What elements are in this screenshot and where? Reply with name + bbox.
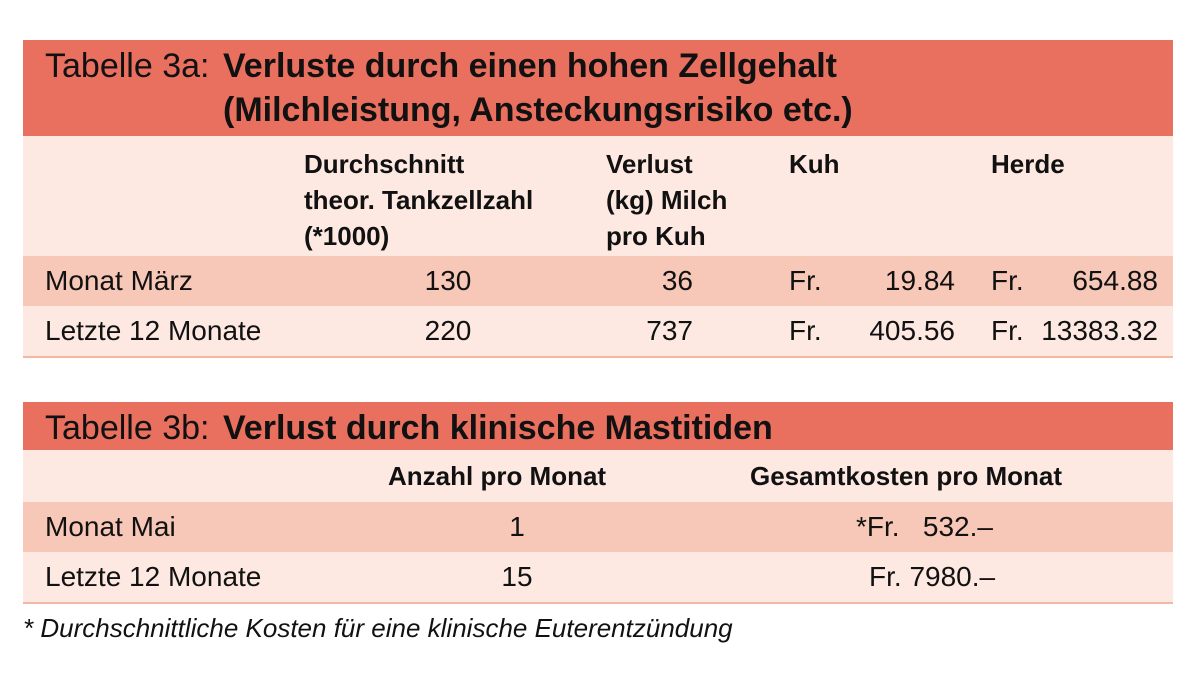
cell-herde-currency: Fr. — [991, 265, 1024, 296]
table-3b — [23, 402, 1173, 604]
row-label: Letzte 12 Monate — [45, 561, 262, 592]
table-row — [23, 306, 1173, 358]
cell-kuh: 405.56 — [869, 315, 955, 346]
header-kuh: Kuh — [789, 149, 840, 179]
header-anzahl: Anzahl pro Monat — [388, 461, 607, 491]
cell-kuh-currency: Fr. — [789, 265, 822, 296]
cell-anzahl: 15 — [501, 561, 533, 592]
table-row — [23, 256, 1173, 306]
header-tankzellzahl-line3: (*1000) — [304, 221, 390, 251]
cell-gesamtkosten: Fr. 7980.– — [869, 561, 996, 592]
cell-herde: 654.88 — [1072, 265, 1158, 296]
table-row — [23, 552, 1173, 604]
table-3a-title-line1: Verluste durch einen hohen Zellgehalt — [223, 47, 838, 85]
table-3a-title-bar — [23, 40, 1173, 136]
row-label: Monat Mai — [45, 511, 176, 542]
header-gesamtkosten: Gesamtkosten pro Monat — [750, 461, 1063, 491]
table-3b-title-prefix: Tabelle 3b: — [45, 409, 210, 447]
table-row — [23, 502, 1173, 552]
cell-tankzellzahl: 220 — [424, 315, 472, 346]
table-3a-title-line2: (Milchleistung, Ansteckungsrisiko etc.) — [223, 91, 853, 129]
cell-herde-currency: Fr. — [991, 315, 1024, 346]
cell-kuh: 19.84 — [884, 265, 955, 296]
table-3b-title-bar — [23, 402, 1173, 450]
table-3b-header-row — [23, 450, 1173, 502]
footnote: * Durchschnittliche Kosten für eine klinische Euterentzündung — [23, 613, 733, 643]
cell-gesamtkosten: *Fr. 532.– — [856, 511, 993, 542]
header-verlust-line1: Verlust — [606, 149, 693, 179]
header-tankzellzahl — [304, 146, 533, 254]
header-tankzellzahl-line1: Durchschnitt — [304, 149, 465, 179]
table-3a-header-row — [23, 136, 1173, 256]
table-3a — [23, 40, 1173, 358]
header-tankzellzahl-line2: theor. Tankzellzahl — [304, 185, 534, 215]
table-3a-title-prefix: Tabelle 3a: — [45, 47, 210, 85]
cell-herde: 13383.32 — [1041, 315, 1158, 346]
table-3b-title: Verlust durch klinische Mastitiden — [223, 409, 773, 447]
cell-anzahl: 1 — [509, 511, 525, 542]
header-herde: Herde — [991, 149, 1065, 179]
row-label: Letzte 12 Monate — [45, 315, 262, 346]
cell-verlust: 737 — [646, 315, 693, 346]
header-verlust — [606, 146, 727, 254]
cell-kuh-currency: Fr. — [789, 315, 822, 346]
header-verlust-line3: pro Kuh — [606, 221, 706, 251]
cell-verlust: 36 — [661, 265, 693, 296]
row-label: Monat März — [45, 265, 193, 296]
cell-tankzellzahl: 130 — [424, 265, 472, 296]
header-verlust-line2: (kg) Milch — [606, 185, 728, 215]
